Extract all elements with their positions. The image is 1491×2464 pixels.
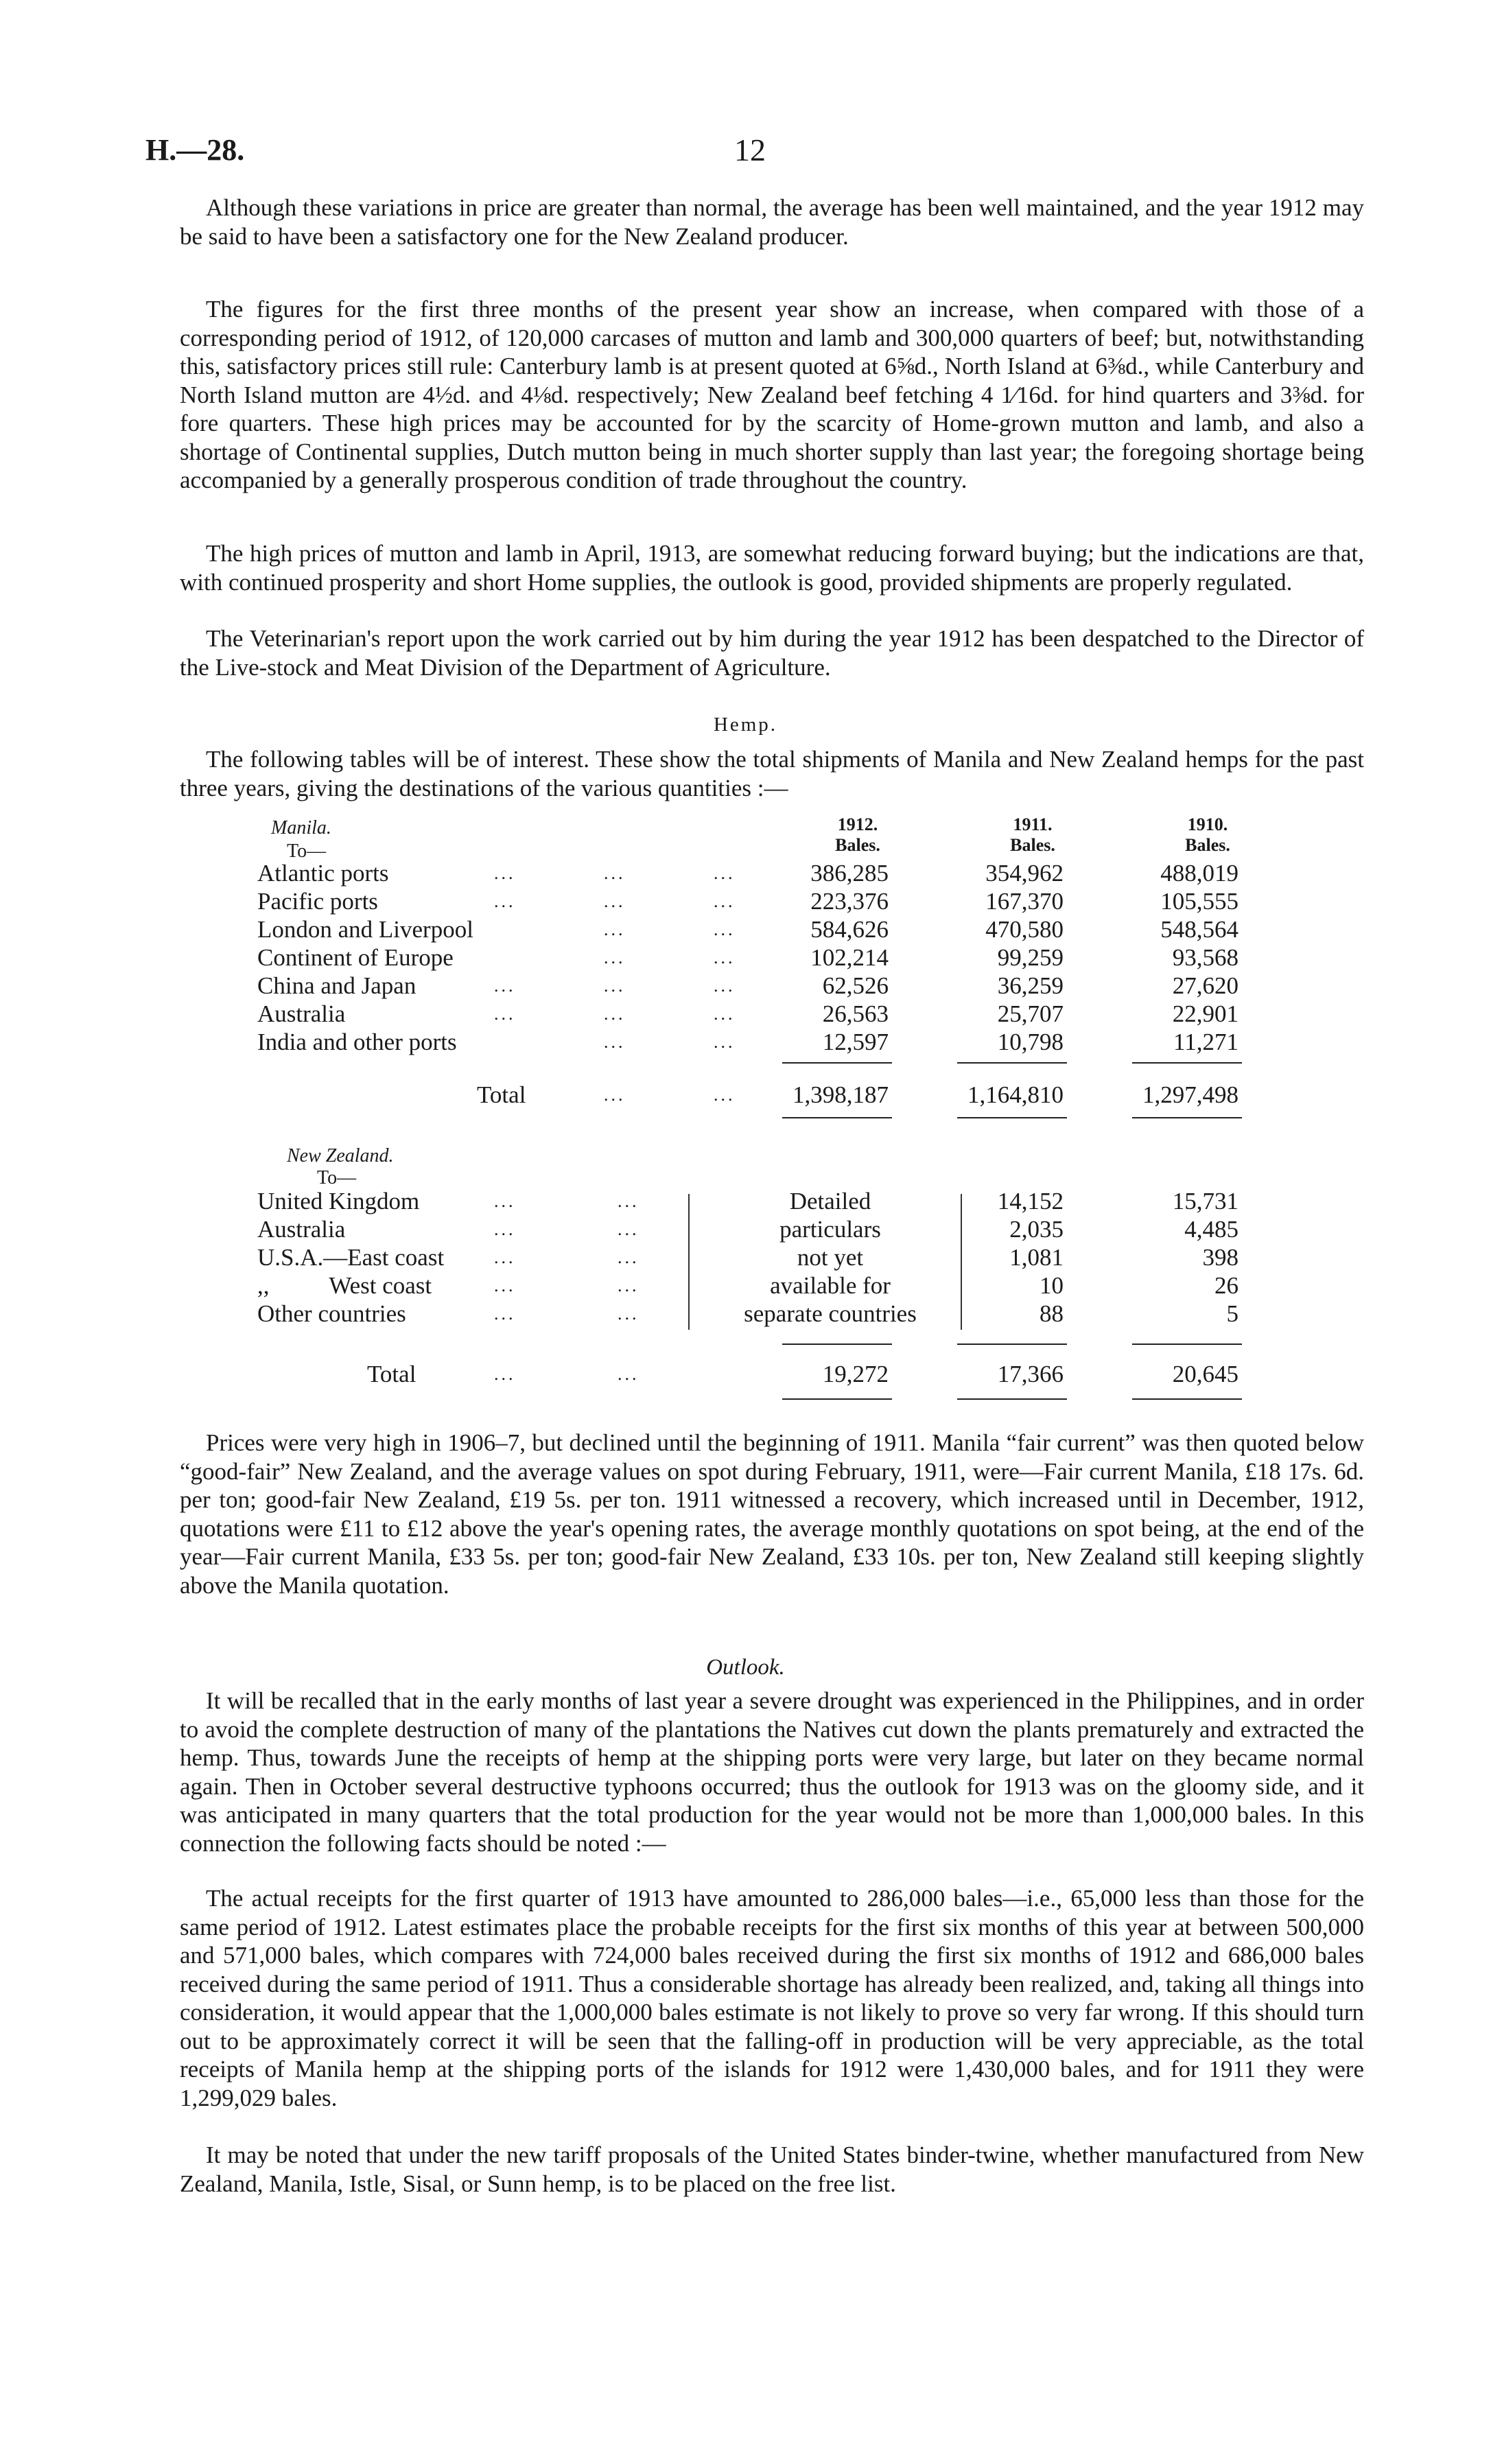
rule-below-total	[957, 1398, 1067, 1400]
table-row: London and Liverpool ... ... 584,626 470,580 548,564	[257, 916, 1238, 943]
total-1910: 1,297,498	[1142, 1081, 1238, 1108]
row-destination: London and Liverpool	[257, 916, 473, 943]
cell-1911: 14,152	[997, 1188, 1064, 1215]
cell-1912: 584,626	[810, 916, 889, 943]
table-to-label: To—	[287, 841, 327, 862]
section-heading-hemp: Hemp.	[713, 714, 778, 736]
row-destination: Continent of Europe	[257, 944, 454, 971]
cell-1911: 1,081	[1009, 1244, 1064, 1271]
column-header-1911: 1911.	[1013, 814, 1053, 834]
cell-1910: 27,620	[1172, 972, 1238, 999]
cell-1911: 25,707	[997, 1000, 1064, 1027]
rule-below-total	[782, 1398, 892, 1400]
row-destination: Other countries	[257, 1300, 406, 1327]
table-label-new-zealand: New Zealand.	[287, 1145, 394, 1166]
cell-1911: 10	[1040, 1272, 1064, 1299]
cell-1910: 22,901	[1172, 1000, 1238, 1027]
cell-1911: 354,962	[985, 860, 1064, 887]
row-destination: Australia	[257, 1216, 346, 1243]
document-reference: H.—28.	[145, 133, 245, 167]
cell-1912: 102,214	[810, 944, 889, 971]
page-number: 12	[734, 132, 766, 167]
table-total-row: Total ... ... 1,398,187 1,164,810 1,297,498	[477, 1081, 1238, 1108]
table-row: United Kingdom ... ... Detailed 14,152 15,731	[257, 1188, 1238, 1215]
total-1910: 20,645	[1172, 1361, 1238, 1387]
note-line: available for	[770, 1272, 891, 1299]
cell-1910: 11,271	[1173, 1029, 1238, 1055]
cell-1912: 223,376	[810, 888, 889, 915]
paragraph-veterinarian: The Veterinarian's report upon the work carried out by him during the year 1912 has been despatched to the Director of the Live-stock and Meat Division of the Department of Agriculture.	[180, 625, 1364, 681]
cell-1910: 398	[1202, 1244, 1238, 1271]
rule-above-total	[782, 1344, 892, 1345]
note-line: particulars	[779, 1216, 881, 1243]
note-line: Detailed	[789, 1188, 871, 1215]
total-1911: 17,366	[997, 1361, 1064, 1387]
rule-above-total	[957, 1062, 1067, 1064]
paragraph-receipts: The actual receipts for the first quarter of 1913 have amounted to 286,000 bales—i.e., 65,000 less than those for the same period of 1912. Latest estimates place the probable receipts for the first six months of this year at between 500,000 and 571,000 bales, which compares with 724,000 bales received during the first six months of 1912 and 686,000 bales received during the same period of 1911. Thus a considerable shortage has already been realized, and, taking all things into consideration, it would appear that the 1,000,000 bales estimate is not likely to prove so very far wrong. If this should turn out to be approximately correct it will be seen that the falling-off in production will be very appreciable, as the total receipts of Manila hemp at the shipping ports of the islands for 1912 were 1,430,000 bales, and for 1911 they were 1,299,029 bales.	[180, 1885, 1364, 2111]
cell-1911: 167,370	[985, 888, 1064, 915]
total-label: Total	[367, 1361, 416, 1387]
paragraph-production: Although these variations in price are greater than normal, the average has been well maintained, and the year 1912 may be said to have been a satisfactory one for the New Zealand producer.	[180, 194, 1364, 250]
cell-1912: 26,563	[822, 1000, 889, 1027]
paragraph-hemp-intro: The following tables will be of interest. These show the total shipments of Manila and New Zealand hemps for the past three years, giving the destinations of the various quantities :—	[180, 746, 1364, 801]
row-destination: Atlantic ports	[257, 860, 389, 887]
cell-1911: 470,580	[985, 916, 1064, 943]
cell-1911: 99,259	[997, 944, 1064, 971]
row-destination: Pacific ports	[257, 888, 378, 915]
paragraph-prices: The figures for the first three months of the present year show an increase, when compared with those of a corresponding period of 1912, of 120,000 carcases of mutton and lamb and 300,000 quarters of beef; but, notwithstanding this, satisfactory prices still rule: Canterbury lamb is at present quoted at 6⅝d., North Island at 6⅜d., while Canterbury and North Island mutton are 4½d. and 4⅛d. respectively; New Zealand beef fetching 4 1⁄16d. for hind quarters and 3⅜d. for fore quarters. These high prices may be accounted for by the scarcity of Home-grown mutton and lamb, and also a shortage of Continental supplies, Dutch mutton being in much shorter supply than last year; the foregoing shortage being accompanied by a generally prosperous condition of trade throughout the country.	[180, 296, 1364, 493]
table-row: China and Japan ... ... ... 62,526 36,259 27,620	[257, 972, 1238, 999]
row-destination: Australia	[257, 1000, 346, 1027]
rule-above-total	[1132, 1344, 1242, 1345]
rule-below-total	[1132, 1398, 1242, 1400]
paragraph-hemp-prices: Prices were very high in 1906–7, but declined until the beginning of 1911. Manila “fair current” was then quoted below “good-fair” New Zealand, and the average values on spot during February, 1911, were—Fair current Manila, £18 17s. 6d. per ton; good-fair New Zealand, £19 5s. per ton. 1911 witnessed a recovery, which increased until in December, 1912, quotations were £11 to £12 above the year's opening rates, the average monthly quotations on spot being, at the end of the year—Fair current Manila, £33 5s. per ton; good-fair New Zealand, £33 10s. per ton, New Zealand still keeping slightly above the Manila quotation.	[180, 1429, 1364, 1599]
table-row: India and other ports ... ... 12,597 10,798 11,271	[257, 1029, 1238, 1055]
total-1912: 19,272	[822, 1361, 889, 1387]
row-destination: United Kingdom	[257, 1188, 420, 1215]
table-row: Pacific ports ... ... ... 223,376 167,370 105,555	[257, 888, 1238, 915]
paragraph-drought: It will be recalled that in the early months of last year a severe drought was experienced in the Philippines, and in order to avoid the complete destruction of many of the plantations the Natives cut down the plants prematurely and extracted the hemp. Thus, towards June the receipts of hemp at the shipping ports were very large, but later on they became normal again. Then in October several destructive typhoons occurred; thus the outlook for 1913 was on the gloomy side, and it was anticipated in many quarters that the total production for the year would not be more than 1,000,000 bales. In this connection the following facts should be noted :—	[180, 1687, 1364, 1857]
cell-1910: 488,019	[1160, 860, 1238, 887]
column-header-1912: 1912.	[837, 814, 878, 834]
cell-1910: 26	[1214, 1272, 1238, 1299]
note-line: separate countries	[744, 1300, 917, 1327]
total-1911: 1,164,810	[967, 1081, 1064, 1108]
cell-1910: 548,564	[1160, 916, 1238, 943]
table-row: Australia ... ... particulars 2,035 4,485	[257, 1216, 1238, 1243]
cell-1911: 36,259	[997, 972, 1064, 999]
table-row: Continent of Europe ... ... 102,214 99,259 93,568	[257, 944, 1238, 971]
table-total-row: Total ... ... 19,272 17,366 20,645	[367, 1361, 1238, 1387]
cell-1912: 62,526	[822, 972, 889, 999]
rule-below-total	[957, 1117, 1067, 1118]
rule-below-total	[782, 1117, 892, 1118]
total-1912: 1,398,187	[793, 1081, 889, 1108]
table-row: ,, West coast ... ... available for 10 26	[257, 1272, 1238, 1299]
cell-1912: 12,597	[822, 1029, 889, 1055]
column-unit-1910: Bales.	[1185, 835, 1230, 855]
table-row: U.S.A.—East coast ... ... not yet 1,081 398	[257, 1244, 1238, 1271]
cell-1910: 105,555	[1160, 888, 1238, 915]
cell-1910: 4,485	[1184, 1216, 1238, 1243]
rule-below-total	[1132, 1117, 1242, 1118]
rule-above-total	[957, 1344, 1067, 1345]
cell-1910: 15,731	[1172, 1188, 1238, 1215]
column-unit-1911: Bales.	[1010, 835, 1055, 855]
table-row: Australia ... ... ... 26,563 25,707 22,901	[257, 1000, 1238, 1027]
row-destination: ,, West coast	[257, 1272, 432, 1299]
cell-1911: 10,798	[997, 1029, 1064, 1055]
row-destination: U.S.A.—East coast	[257, 1244, 445, 1271]
rule-above-total	[1132, 1062, 1242, 1064]
cell-1912: 386,285	[810, 860, 889, 887]
paragraph-april-prices: The high prices of mutton and lamb in April, 1913, are somewhat reducing forward buying; but the indications are that, with continued prosperity and short Home supplies, the outlook is good, provided shipments are properly regulated.	[180, 540, 1364, 596]
total-label: Total	[477, 1081, 526, 1108]
note-line: not yet	[797, 1244, 864, 1271]
rule-above-total	[782, 1062, 892, 1064]
table-row: Atlantic ports ... ... ... 386,285 354,962 488,019	[257, 860, 1238, 887]
table-label-manila: Manila.	[271, 817, 331, 838]
paragraph-tariff: It may be noted that under the new tariff proposals of the United States binder-twine, whether manufactured from New Zealand, Manila, Istle, Sisal, or Sunn hemp, is to be placed on the free list.	[180, 2142, 1364, 2197]
cell-1910: 5	[1226, 1300, 1238, 1327]
row-destination: India and other ports	[257, 1029, 457, 1055]
cell-1911: 2,035	[1009, 1216, 1064, 1243]
row-destination: China and Japan	[257, 972, 416, 999]
column-header-1910: 1910.	[1187, 814, 1228, 834]
section-heading-outlook: Outlook.	[706, 1655, 785, 1680]
table-to-label: To—	[317, 1167, 357, 1188]
table-row: Other countries ... ... separate countries 88 5	[257, 1300, 1238, 1327]
cell-1910: 93,568	[1172, 944, 1238, 971]
cell-1911: 88	[1040, 1300, 1064, 1327]
column-unit-1912: Bales.	[835, 835, 880, 855]
